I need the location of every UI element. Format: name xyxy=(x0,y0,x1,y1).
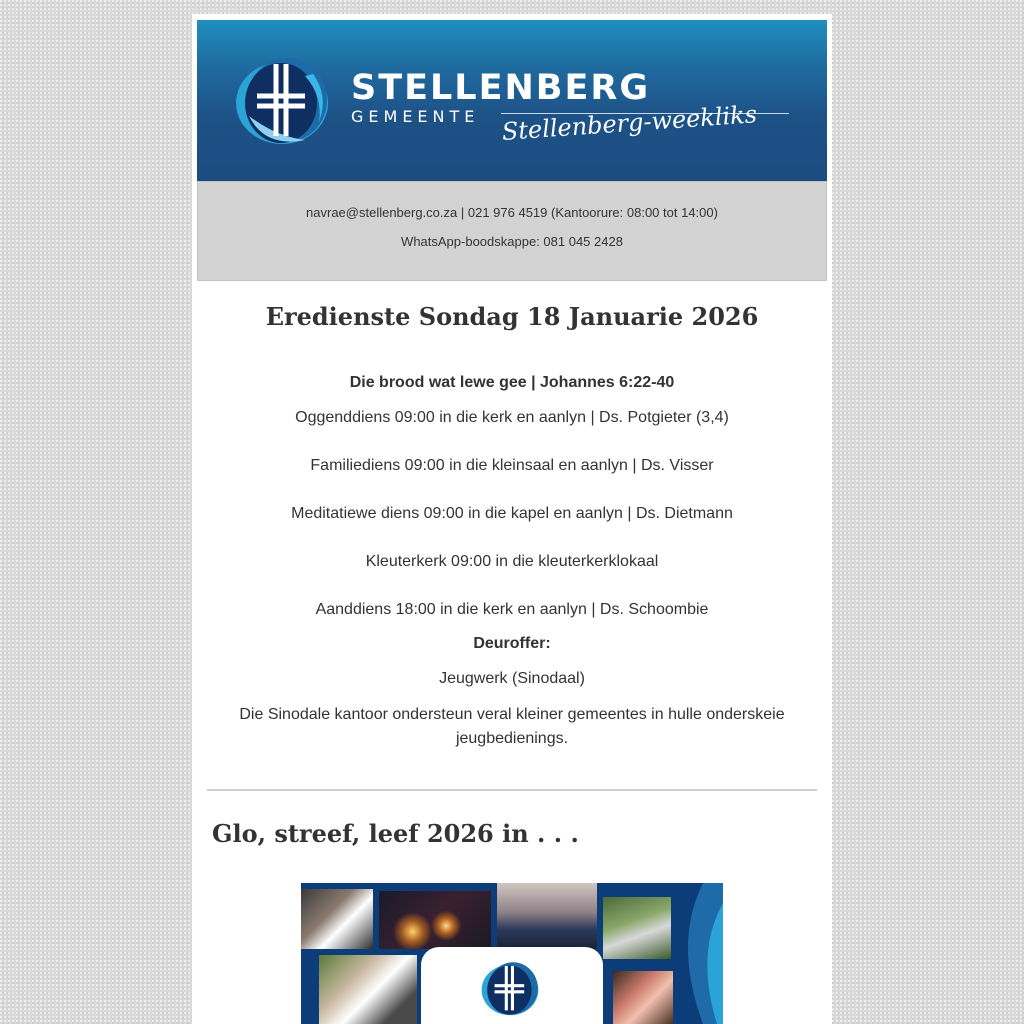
phone-text: | 021 976 4519 (Kantoorure: 08:00 tot 14:00) xyxy=(457,205,718,220)
collage-photo xyxy=(319,955,417,1024)
brand-title: STELLENBERG xyxy=(351,68,651,108)
whatsapp-text: WhatsApp-boodskappe: 081 045 2428 xyxy=(401,234,623,249)
service-item: Familiediens 09:00 in die kleinsaal en aanlyn | Ds. Visser xyxy=(310,457,714,474)
email-link[interactable]: navrae@stellenberg.co.za xyxy=(306,205,458,220)
offering-label: Deuroffer: xyxy=(473,635,551,652)
contact-line xyxy=(198,205,826,220)
service-item: Kleuterkerk 09:00 in die kleuterkerklokaal xyxy=(365,553,659,570)
section-divider xyxy=(207,789,817,791)
offering-description: Die Sinodale kantoor ondersteun veral kleiner gemeentes in hulle onderskeie jeugbedienings. xyxy=(239,706,785,747)
decorative-swoosh-icon xyxy=(673,883,723,1024)
logo-card xyxy=(421,947,603,1024)
offering-name: Jeugwerk (Sinodaal) xyxy=(439,670,585,687)
newsletter-header xyxy=(197,20,827,181)
services-title: Eredienste Sondag 18 Januarie 2026 xyxy=(265,302,759,331)
brand-script-tagline: Stellenberg-weekliks xyxy=(501,100,758,146)
sermon-title: Die brood wat lewe gee | Johannes 6:22-40 xyxy=(349,374,675,391)
collage-photo xyxy=(613,971,673,1024)
church-cross-logo-icon xyxy=(481,961,539,1019)
service-item: Meditatiewe diens 09:00 in die kapel en aanlyn | Ds. Dietmann xyxy=(291,505,733,522)
section-title: Glo, streef, leef 2026 in . . . xyxy=(212,819,579,848)
church-cross-logo-icon xyxy=(235,56,329,150)
collage-photo xyxy=(603,897,671,959)
service-item: Aanddiens 18:00 in die kerk en aanlyn | Ds. Schoombie xyxy=(315,601,709,618)
contact-bar xyxy=(197,181,827,281)
newsletter xyxy=(192,14,832,1024)
collage-photo xyxy=(497,883,597,949)
photo-collage-image[interactable] xyxy=(301,883,723,1024)
service-item: Oggenddiens 09:00 in die kerk en aanlyn | Ds. Potgieter (3,4) xyxy=(295,409,729,426)
brand-subtitle: GEMEENTE xyxy=(351,107,480,126)
collage-photo xyxy=(379,891,491,949)
collage-photo xyxy=(301,889,373,949)
